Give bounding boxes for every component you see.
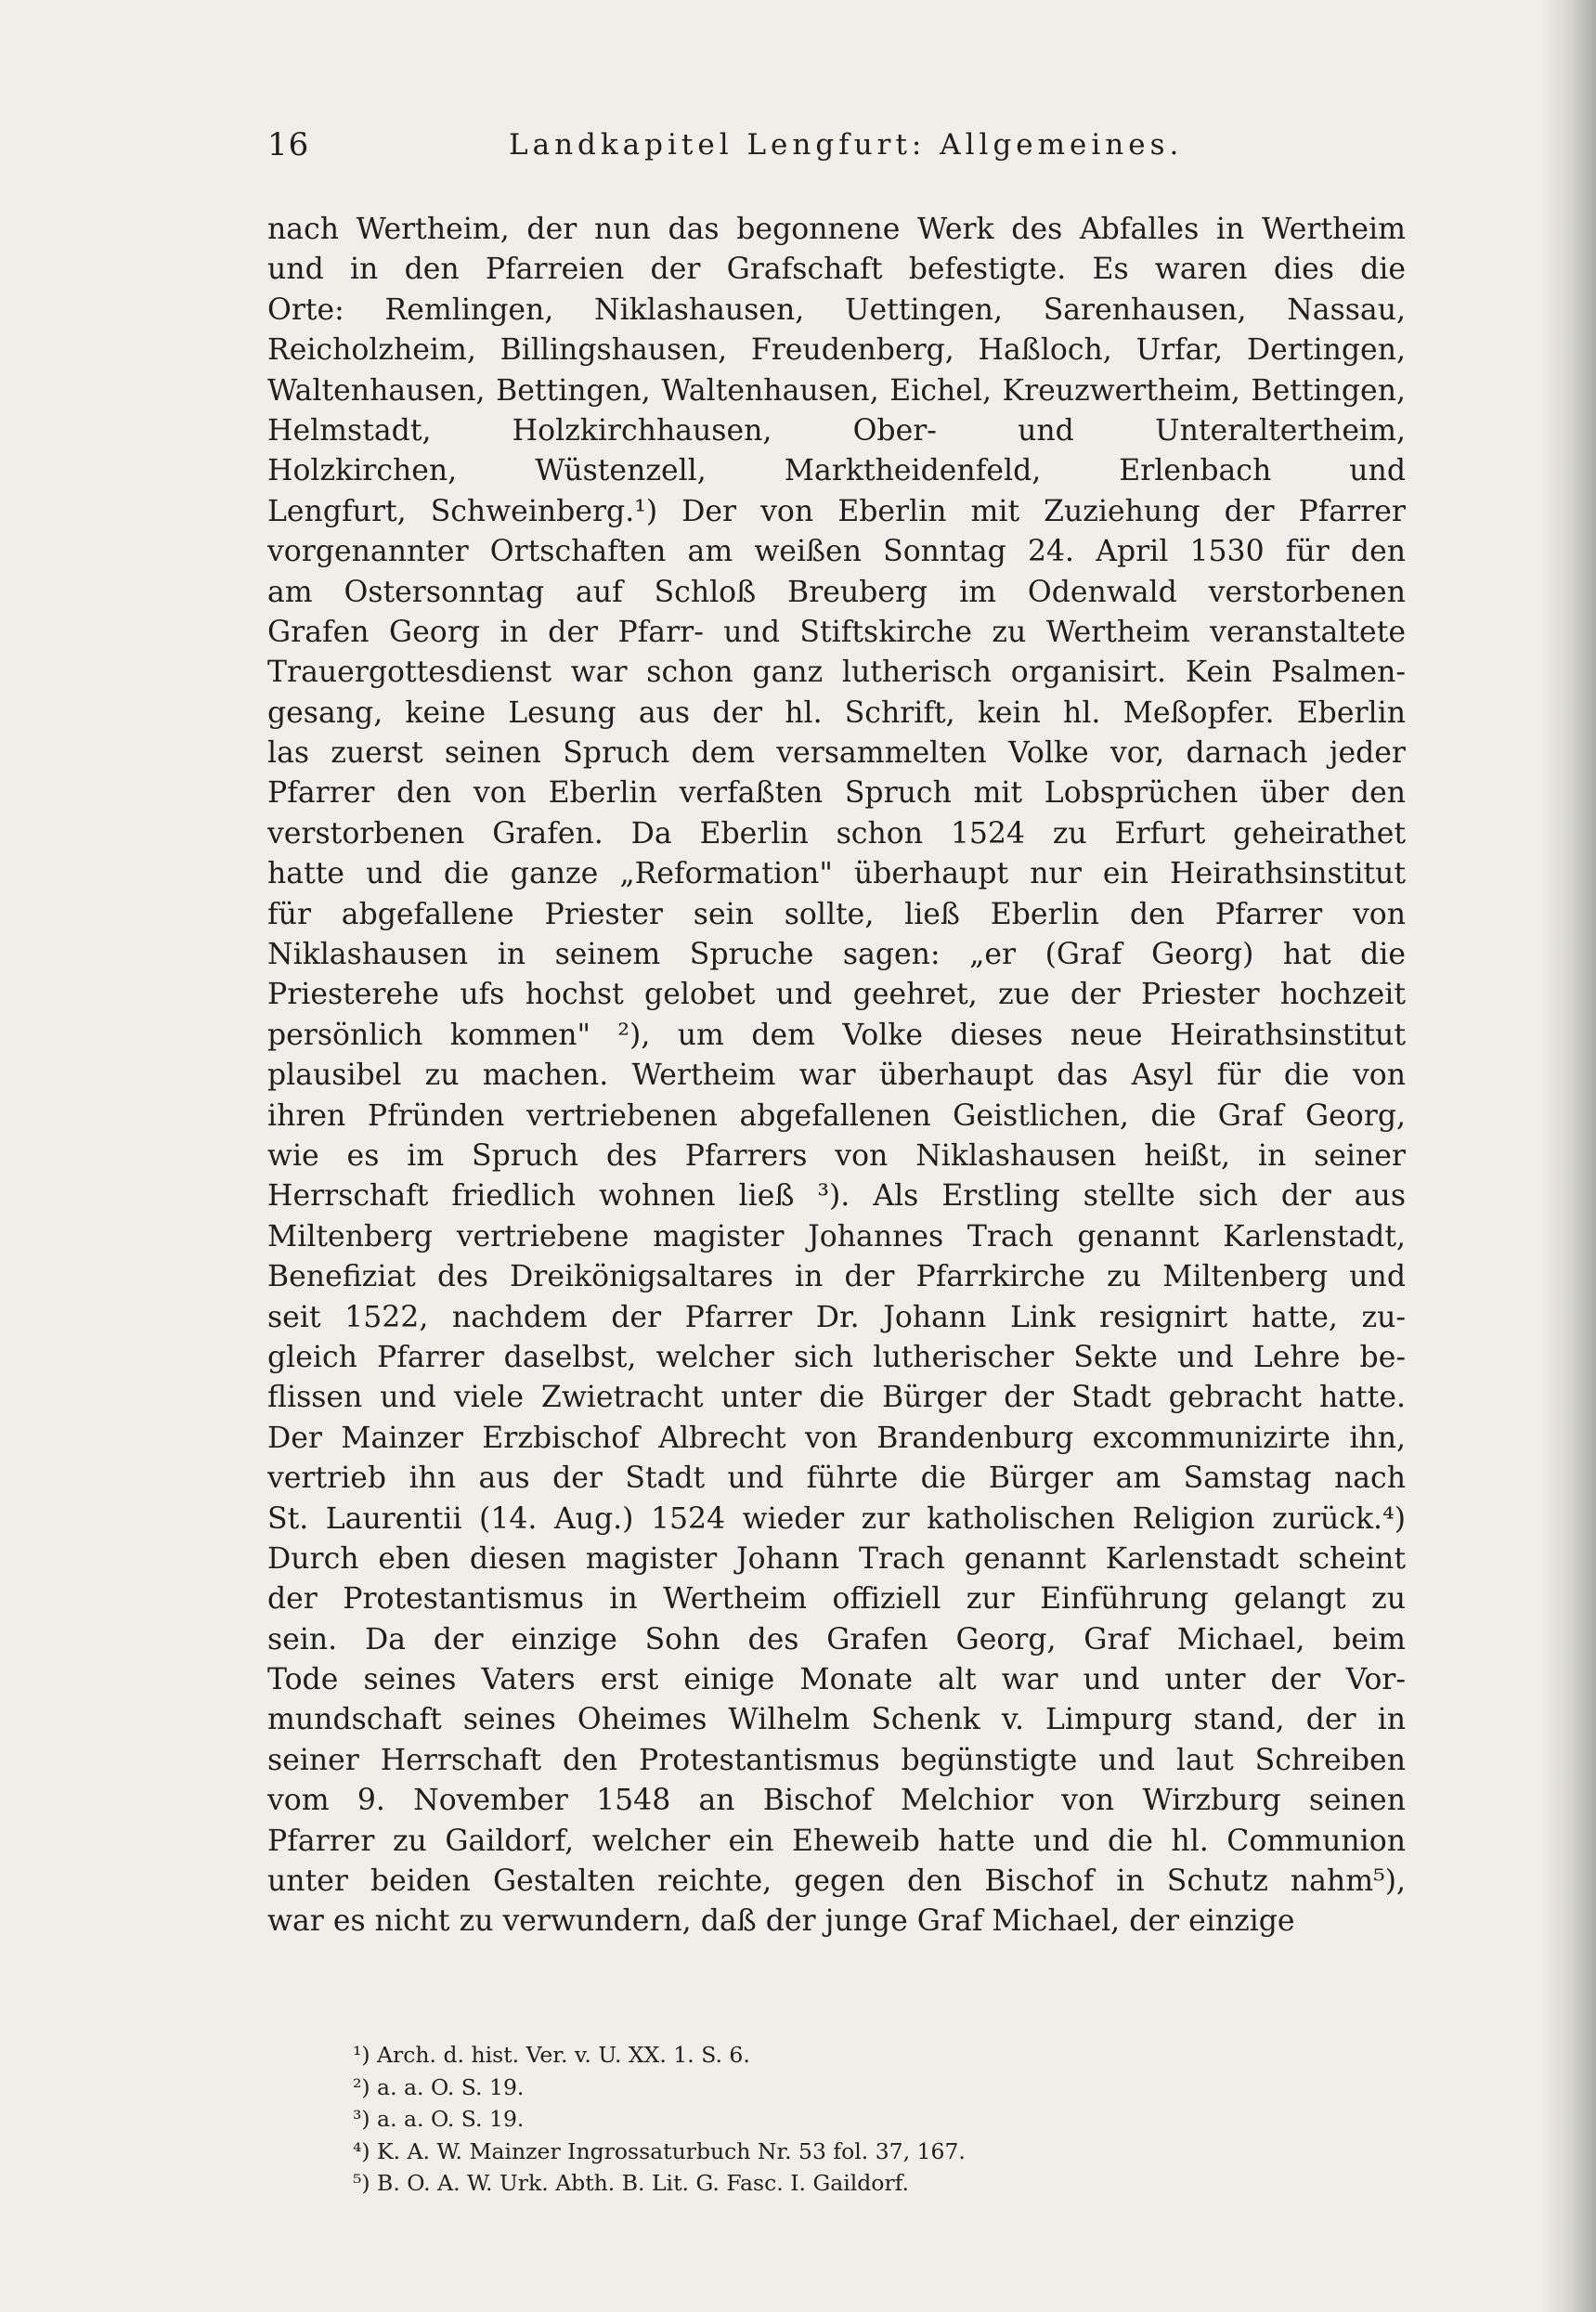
text-line: Holzkirchen, Wüstenzell, Marktheidenfeld, Erlenbach und xyxy=(267,454,1406,488)
text-line: gleich Pfarrer daselbst, welcher sich lutherischer Sekte und Lehre be- xyxy=(267,1340,1406,1374)
text-line: seiner Herrschaft den Protestantismus begünstigte und laut Schreiben xyxy=(267,1743,1406,1777)
text-line: Orte: Remlingen, Niklashausen, Uettingen, Sarenhausen, Nassau, xyxy=(267,292,1406,327)
text-line: am Ostersonntag auf Schloß Breuberg im Odenwald verstorbenen xyxy=(267,575,1406,609)
text-line: Reicholzheim, Billingshausen, Freudenberg, Haßloch, Urfar, Dertingen, xyxy=(267,333,1406,368)
text-line: gesang, keine Lesung aus der hl. Schrift, kein hl. Meßopfer. Eberlin xyxy=(267,695,1406,730)
text-line: flissen und viele Zwietracht unter die Bürger der Stadt gebracht hatte. xyxy=(267,1381,1406,1415)
text-line: Durch eben diesen magister Johann Trach genannt Karlenstadt scheint xyxy=(267,1541,1406,1576)
text-line: für abgefallene Priester sein sollte, ließ Eberlin den Pfarrer von xyxy=(267,897,1406,931)
text-line: Pfarrer zu Gaildorf, welcher ein Eheweib hatte und die hl. Communion xyxy=(267,1824,1406,1858)
text-line: St. Laurentii (14. Aug.) 1524 wieder zur katholischen Religion zurück.⁴) xyxy=(267,1501,1406,1536)
text-line: Priesterehe ufs hochst gelobet und geehret, zue der Priester hochzeit xyxy=(267,978,1406,1012)
text-line: Lengfurt, Schweinberg.¹) Der von Eberlin mit Zuziehung der Pfarrer xyxy=(267,494,1406,528)
text-line: persönlich kommen" ²), um dem Volke dieses neue Heirathsinstitut xyxy=(267,1018,1406,1052)
footnotes xyxy=(353,2039,1281,2200)
text-line: wie es im Spruch des Pfarrers von Niklashausen heißt, in seiner xyxy=(267,1138,1406,1173)
text-line: ihren Pfründen vertriebenen abgefallenen Geistlichen, die Graf Georg, xyxy=(267,1098,1406,1133)
running-title: Landkapitel Lengfurt: Allgemeines. xyxy=(509,128,1184,162)
text-line: Tode seines Vaters erst einige Monate alt war und unter der Vor- xyxy=(267,1663,1406,1697)
footnote: ¹) Arch. d. hist. Ver. v. U. XX. 1. S. 6. xyxy=(353,2042,750,2068)
text-line: hatte und die ganze „Reformation" überhaupt nur ein Heirathsinstitut xyxy=(267,857,1406,891)
text-line: vertrieb ihn aus der Stadt und führte die Bürger am Samstag nach xyxy=(267,1461,1406,1496)
page-number: 16 xyxy=(267,126,310,163)
text-line: der Protestantismus in Wertheim offiziell zur Einführung gelangt zu xyxy=(267,1582,1406,1617)
body-text xyxy=(267,210,1406,1942)
text-line: nach Wertheim, der nun das begonnene Werk des Abfalles in Wertheim xyxy=(267,213,1406,246)
text-line: Trauergottesdienst war schon ganz lutherisch organisirt. Kein Psalmen- xyxy=(267,656,1406,690)
text-line: war es nicht zu verwundern, daß der junge Graf Michael, der einzige xyxy=(267,1904,1295,1939)
text-line: verstorbenen Grafen. Da Eberlin schon 1524 zu Erfurt geheirathet xyxy=(267,816,1406,851)
text-line: Miltenberg vertriebene magister Johannes Trach genannt Karlenstadt, xyxy=(267,1219,1406,1253)
text-line: Der Mainzer Erzbischof Albrecht von Brandenburg excommunizirte ihn, xyxy=(267,1421,1406,1455)
text-line: unter beiden Gestalten reichte, gegen den Bischof in Schutz nahm⁵), xyxy=(267,1864,1406,1899)
text-line: sein. Da der einzige Sohn des Grafen Georg, Graf Michael, beim xyxy=(267,1622,1406,1656)
text-line: las zuerst seinen Spruch dem versammelten Volke vor, darnach jeder xyxy=(267,736,1406,771)
page-header xyxy=(267,126,1419,171)
text-line: mundschaft seines Oheimes Wilhelm Schenk v. Limpurg stand, der in xyxy=(267,1703,1406,1737)
page-edge-shadow xyxy=(1540,0,1596,2312)
text-line: Helmstadt, Holzkirchhausen, Ober- und Unteraltertheim, xyxy=(267,413,1406,448)
text-line: Niklashausen in seinem Spruche sagen: „er (Graf Georg) hat die xyxy=(267,938,1406,972)
text-line: plausibel zu machen. Wertheim war überhaupt das Asyl für die von xyxy=(267,1059,1406,1093)
footnote: ⁵) B. O. A. W. Urk. Abth. B. Lit. G. Fasc. I. Gaildorf. xyxy=(353,2170,910,2196)
text-line: Grafen Georg in der Pfarr- und Stiftskirche zu Wertheim veranstaltete xyxy=(267,615,1406,649)
text-line: Waltenhausen, Bettingen, Waltenhausen, Eichel, Kreuzwertheim, Bettingen, xyxy=(267,373,1406,408)
text-line: vorgenannter Ortschaften am weißen Sonntag 24. April 1530 für den xyxy=(267,535,1406,569)
text-line: Pfarrer den von Eberlin verfaßten Spruch mit Lobsprüchen über den xyxy=(267,776,1406,811)
text-line: Benefiziat des Dreikönigsaltares in der Pfarrkirche zu Miltenberg und xyxy=(267,1260,1406,1294)
footnote: ⁴) K. A. W. Mainzer Ingrossaturbuch Nr. 53 fol. 37, 167. xyxy=(353,2137,966,2164)
footnote: ³) a. a. O. S. 19. xyxy=(353,2106,525,2132)
text-line: Herrschaft friedlich wohnen ließ ³). Als Erstling stellte sich der aus xyxy=(267,1179,1406,1214)
text-line: seit 1522, nachdem der Pfarrer Dr. Johann Link resignirt hatte, zu- xyxy=(267,1300,1406,1334)
text-line: vom 9. November 1548 an Bischof Melchior von Wirzburg seinen xyxy=(267,1784,1406,1818)
footnote: ²) a. a. O. S. 19. xyxy=(353,2073,525,2100)
text-line: und in den Pfarreien der Grafschaft befestigte. Es waren dies die xyxy=(267,253,1406,287)
